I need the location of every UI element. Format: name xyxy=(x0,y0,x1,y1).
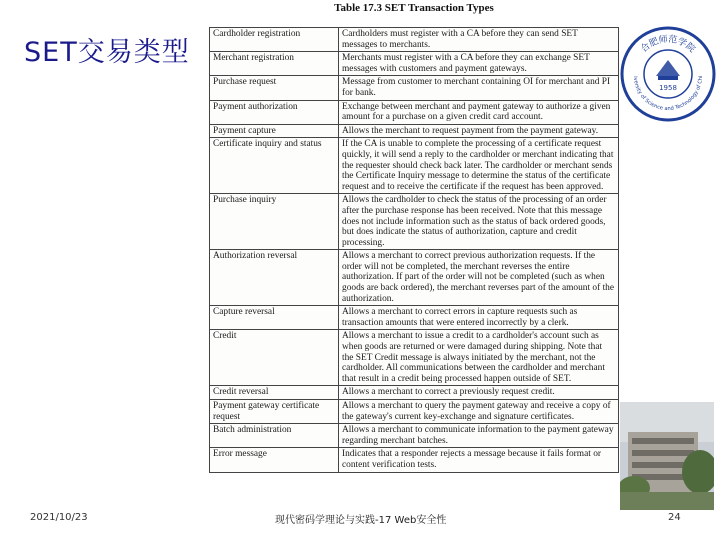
table-row xyxy=(210,138,619,194)
table-row xyxy=(210,52,619,76)
transaction-description-cell: Allows a merchant to issue a credit to a cardholder's account such as when goods are returned or were damaged during shipping. Note that the SET Credit message is always initiated by the merchant, not the cardholder. All communications between the cardholder and merchant that result in a credit being processed happen outside of SET. xyxy=(339,330,619,386)
transaction-description-cell: Allows a merchant to communicate information to the payment gateway regarding merchant batches. xyxy=(339,424,619,448)
transaction-type-cell: Purchase inquiry xyxy=(210,194,339,250)
transaction-description-cell: Allows a merchant to query the payment gateway and receive a copy of the gateway's current key-exchange and signature certificates. xyxy=(339,400,619,424)
logo-top-text: 合肥师范学院 xyxy=(639,34,697,55)
table-row xyxy=(210,386,619,400)
transaction-type-cell: Credit reversal xyxy=(210,386,339,400)
transaction-description-cell: Message from customer to merchant containing OI for merchant and PI for bank. xyxy=(339,76,619,100)
table-row xyxy=(210,448,619,472)
transaction-description-cell: Indicates that a responder rejects a message because it fails format or content verification tests. xyxy=(339,448,619,472)
transaction-description-cell: Allows a merchant to correct previous authorization requests. If the order will not be completed, the merchant reverses the entire authorization. If part of the order will not be completed (such as when goods are back ordered), the merchant reverses part of the amount of the authorization. xyxy=(339,250,619,306)
table-row xyxy=(210,330,619,386)
transaction-type-cell: Purchase request xyxy=(210,76,339,100)
table-caption: Table 17.3 SET Transaction Types xyxy=(334,2,494,14)
table-row xyxy=(210,400,619,424)
transaction-description-cell: Merchants must register with a CA before they can exchange SET messages with customers and payment gateways. xyxy=(339,52,619,76)
table-row xyxy=(210,194,619,250)
university-seal-logo xyxy=(620,26,716,122)
transaction-type-cell: Merchant registration xyxy=(210,52,339,76)
slide-title: SET交易类型 xyxy=(24,37,190,68)
table-row xyxy=(210,424,619,448)
transaction-type-cell: Cardholder registration xyxy=(210,28,339,52)
transaction-type-cell: Payment capture xyxy=(210,124,339,138)
transaction-description-cell: Exchange between merchant and payment gateway to authorize a given amount for a purchase on a given credit card account. xyxy=(339,100,619,124)
campus-building-photo xyxy=(620,402,714,510)
table-row xyxy=(210,306,619,330)
page-number: 24 xyxy=(668,512,681,523)
transaction-description-cell: Allows the cardholder to check the status of the processing of an order after the purchase response has been received. Note that this message does not include information such as the status of back ordered goods, but does indicate the status of authorization, capture and credit processing. xyxy=(339,194,619,250)
transaction-description-cell: Allows a merchant to correct errors in capture requests such as transaction amounts that were entered incorrectly by a clerk. xyxy=(339,306,619,330)
logo-bottom-text: iversity of Science and Technology of Chi xyxy=(631,75,705,113)
footer-date: 2021/10/23 xyxy=(30,512,88,523)
transaction-type-cell: Credit xyxy=(210,330,339,386)
transaction-type-cell: Capture reversal xyxy=(210,306,339,330)
transaction-type-cell: Batch administration xyxy=(210,424,339,448)
transaction-description-cell: If the CA is unable to complete the processing of a certificate request quickly, it will send a reply to the cardholder or merchant indicating that the requester should check back later. The cardholder or merchant sends the Certificate Inquiry message to determine the status of the certificate request and to receive the certificate if the request has been approved. xyxy=(339,138,619,194)
transaction-type-cell: Payment authorization xyxy=(210,100,339,124)
table-row xyxy=(210,28,619,52)
table-row xyxy=(210,100,619,124)
transaction-description-cell: Cardholders must register with a CA before they can send SET messages to merchants. xyxy=(339,28,619,52)
table-row xyxy=(210,124,619,138)
logo-year: 1958 xyxy=(659,84,677,92)
footer-course-title: 现代密码学理论与实践-17 Web安全性 xyxy=(275,511,446,526)
transaction-type-cell: Authorization reversal xyxy=(210,250,339,306)
transaction-description-cell: Allows a merchant to correct a previously request credit. xyxy=(339,386,619,400)
transaction-type-cell: Payment gateway certificate request xyxy=(210,400,339,424)
transaction-type-cell: Certificate inquiry and status xyxy=(210,138,339,194)
transaction-type-cell: Error message xyxy=(210,448,339,472)
table-row xyxy=(210,250,619,306)
table-row xyxy=(210,76,619,100)
transaction-description-cell: Allows the merchant to request payment from the payment gateway. xyxy=(339,124,619,138)
set-transaction-types-table xyxy=(209,27,619,473)
